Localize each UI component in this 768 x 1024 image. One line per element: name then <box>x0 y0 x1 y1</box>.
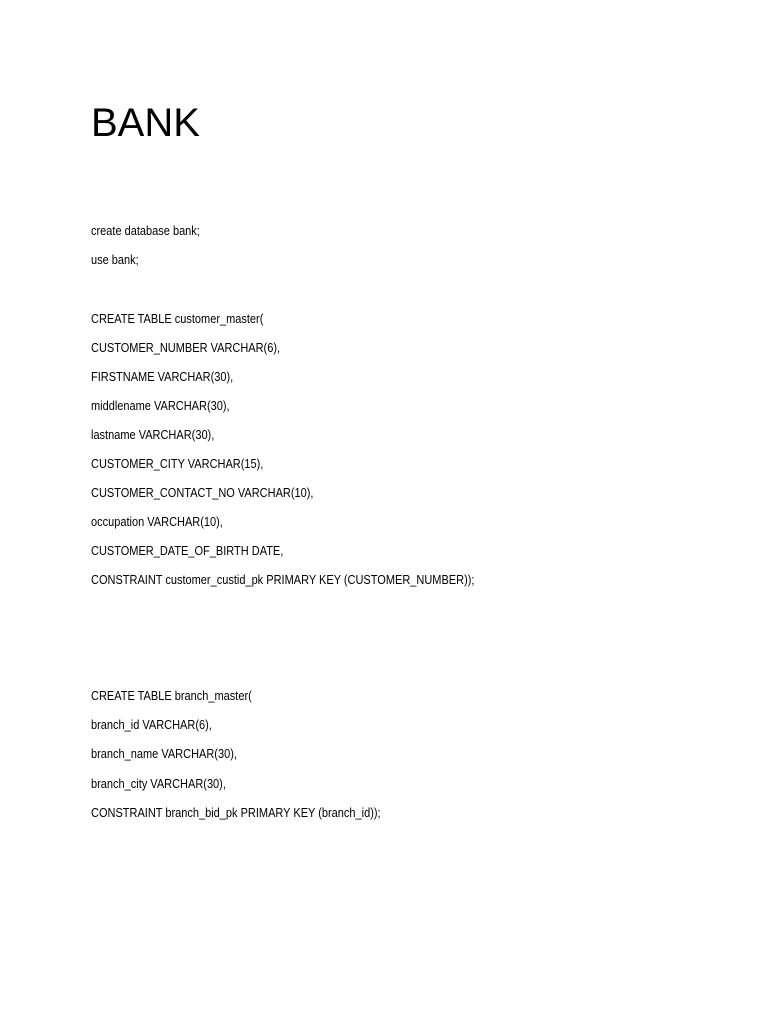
customer-column-line: CUSTOMER_DATE_OF_BIRTH DATE, <box>91 544 284 558</box>
branch-column-line: branch_name VARCHAR(30), <box>91 747 237 761</box>
customer-constraint-line: CONSTRAINT customer_custid_pk PRIMARY KEY (CUSTOMER_NUMBER)); <box>91 573 475 587</box>
document-title: BANK <box>91 101 200 145</box>
create-database-statement: create database bank; <box>91 224 200 238</box>
customer-column-line: middlename VARCHAR(30), <box>91 399 230 413</box>
customer-column-line: occupation VARCHAR(10), <box>91 515 223 529</box>
customer-table-create-line: CREATE TABLE customer_master( <box>91 312 264 326</box>
use-database-statement: use bank; <box>91 253 139 267</box>
customer-column-line: lastname VARCHAR(30), <box>91 428 215 442</box>
customer-column-line: CUSTOMER_NUMBER VARCHAR(6), <box>91 341 281 355</box>
branch-column-line: branch_city VARCHAR(30), <box>91 777 226 791</box>
customer-column-line: FIRSTNAME VARCHAR(30), <box>91 370 234 384</box>
customer-column-line: CUSTOMER_CITY VARCHAR(15), <box>91 457 264 471</box>
branch-column-line: branch_id VARCHAR(6), <box>91 718 212 732</box>
branch-table-create-line: CREATE TABLE branch_master( <box>91 689 252 703</box>
customer-column-line: CUSTOMER_CONTACT_NO VARCHAR(10), <box>91 486 314 500</box>
branch-constraint-line: CONSTRAINT branch_bid_pk PRIMARY KEY (branch_id)); <box>91 806 381 820</box>
